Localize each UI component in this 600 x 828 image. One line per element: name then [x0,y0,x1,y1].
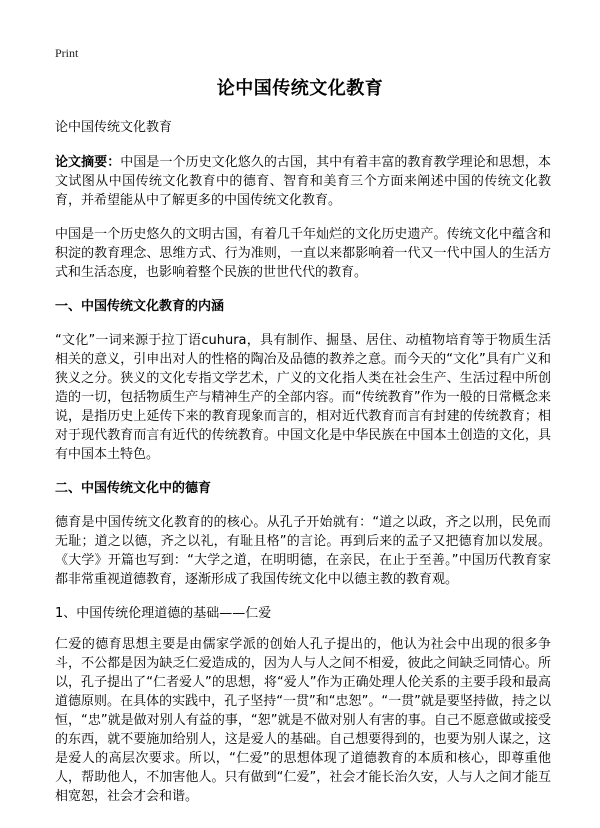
print-label: Print [55,46,79,60]
section-1-heading: 一、中国传统文化教育的内涵 [55,299,225,314]
abstract-paragraph [55,153,551,210]
abstract-text: 中国是一个历史文化悠久的古国，其中有着丰富的教育教学理论和思想，本文试图从中国传统文化教育中的德育、智育和美育三个方面来阐述中国的传统文化教育，并希望能从中了解更多的中国传统文化教育。 [55,155,551,208]
subsection-1-paragraph: 仁爱的德育思想主要是由儒家学派的创始人孔子提出的，他认为社会中出现的很多争斗，不公都是因为缺乏仁爱造成的，因为人与人之间不相爱，彼此之间缺乏同情心。所以，孔子提出了“仁者爱人”的思想，将“爱人”作为正确处理人伦关系的主要手段和最高道德原则。在具体的实践中，孔子坚持“一贯”和“忠恕”。“一贯”就是要坚持做，持之以恒，“忠”就是做对别人有益的事，“恕”就是不做对别人有害的事。自己不愿意做或接受的东西，就不要施加给别人，这是爱人的基础。自己想要得到的，也要为别人谋之，这是爱人的高层次要求。所以，“仁爱”的思想体现了道德教育的本质和核心，即尊重他人，帮助他人，不加害他人。只有做到“仁爱”，社会才能长治久安，人与人之间才能互相宽恕，社会才会和谐。 [55,637,551,804]
document-body [55,118,551,821]
document-title: 论中国传统文化教育 [216,78,384,99]
document-subtitle: 论中国传统文化教育 [55,120,173,135]
section-2-paragraph: 德育是中国传统文化教育的的核心。从孔子开始就有：“道之以政，齐之以刑，民免而无耻；道之以德，齐之以礼，有耻且格”的言论。再到后来的孟子又把德育加以发展。《大学》开篇也写到：“大学之道，在明明德，在亲民，在止于至善。”中国历代教育家都非常重视道德教育，逐渐形成了我国传统文化中以德主教的教育观。 [55,515,551,587]
section-2-heading: 二、中国传统文化中的德育 [55,481,212,496]
abstract-label: 论文摘要： [55,155,121,170]
section-1-paragraph: “文化”一词来源于拉丁语cuhura，具有制作、掘垦、居住、动植物培育等于物质生活相关的意义，引申出对人的性格的陶冶及品德的教养之意。而今天的“文化”具有广义和狭义之分。狭义的文化专指文学艺术，广义的文化指人类在社会生产、生活过程中所创造的一切，包括物质生产与精神生产的全部内容。而“传统教育”作为一般的日常概念来说，是指历史上延传下来的教育现象而言的，相对近代教育而言有封建的传统教育；相对于现代教育而言有近代的传统教育。中国文化是中华民族在中国本土创造的文化，具有中国本土特色。 [55,333,551,462]
subsection-1-heading: 1、中国传统伦理道德的基础——仁爱 [55,606,272,621]
intro-paragraph: 中国是一个历史悠久的文明古国，有着几千年灿烂的文化历史遗产。传统文化中蕴含和积淀的教育理念、思维方式、行为准则，一直以来都影响着一代又一代中国人的生活方式和生活态度，也影响着整个民族的世世代代的教育。 [55,227,551,280]
